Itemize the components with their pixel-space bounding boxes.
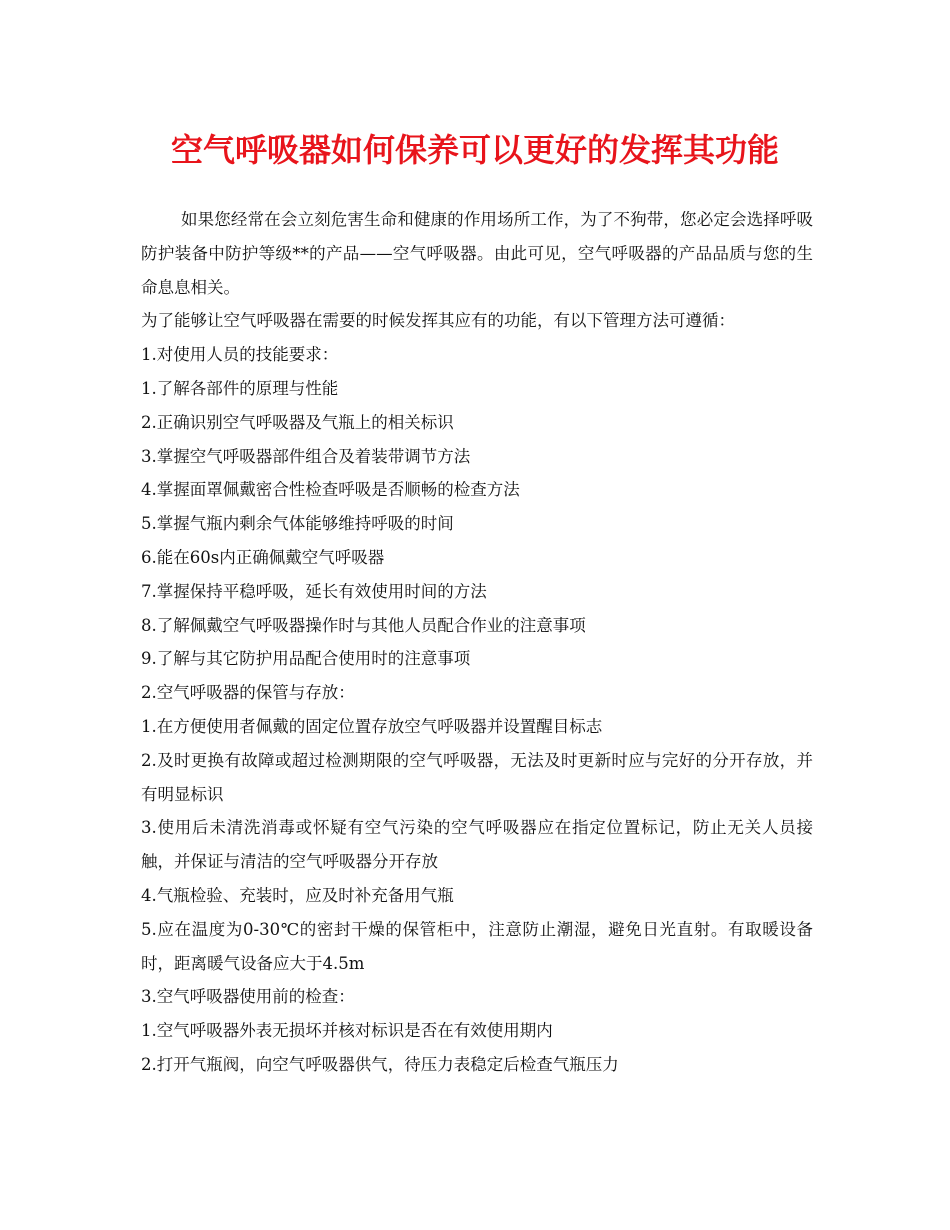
section-1-heading: 1.对使用人员的技能要求：	[141, 345, 339, 365]
list-item: 2.及时更换有故障或超过检测期限的空气呼吸器，无法及时更新时应与完好的分开存放，并有明显标识	[141, 750, 813, 804]
list-item: 3.使用后未清洗消毒或怀疑有空气污染的空气呼吸器应在指定位置标记，防止无关人员接触，并保证与清洁的空气呼吸器分开存放	[141, 818, 813, 872]
list-item: 6.能在60s内正确佩戴空气呼吸器	[141, 547, 385, 567]
list-item: 2.正确识别空气呼吸器及气瓶上的相关标识	[141, 412, 454, 432]
list-item: 9.了解与其它防护用品配合使用时的注意事项	[141, 649, 471, 669]
list-item: 1.在方便使用者佩戴的固定位置存放空气呼吸器并设置醒目标志	[141, 716, 603, 736]
list-item: 5.掌握气瓶内剩余气体能够维持呼吸的时间	[141, 514, 454, 534]
list-item: 5.应在温度为0-30℃的密封干燥的保管柜中，注意防止潮湿，避免日光直射。有取暖设备时，距离暖气设备应大于4.5m	[141, 919, 813, 973]
list-item: 4.气瓶检验、充装时，应及时补充备用气瓶	[141, 885, 454, 905]
list-item: 1.了解各部件的原理与性能	[141, 378, 339, 398]
list-item: 8.了解佩戴空气呼吸器操作时与其他人员配合作业的注意事项	[141, 615, 586, 635]
lead-paragraph: 为了能够让空气呼吸器在需要的时候发挥其应有的功能，有以下管理方法可遵循：	[141, 311, 735, 331]
document-title: 空气呼吸器如何保养可以更好的发挥其功能	[170, 131, 779, 169]
list-item: 3.掌握空气呼吸器部件组合及着装带调节方法	[141, 446, 471, 466]
section-2-heading: 2.空气呼吸器的保管与存放：	[141, 683, 355, 703]
list-item: 4.掌握面罩佩戴密合性检查呼吸是否顺畅的检查方法	[141, 480, 520, 500]
list-item: 1.空气呼吸器外表无损坏并核对标识是否在有效使用期内	[141, 1021, 553, 1041]
section-3-heading: 3.空气呼吸器使用前的检查：	[141, 987, 355, 1007]
intro-paragraph: 如果您经常在会立刻危害生命和健康的作用场所工作，为了不狗带，您必定会选择呼吸防护装备中防护等级**的产品——空气呼吸器。由此可见，空气呼吸器的产品品质与您的生命息息相关。	[141, 210, 813, 297]
list-item: 7.掌握保持平稳呼吸，延长有效使用时间的方法	[141, 581, 487, 601]
document-body	[141, 203, 813, 1082]
list-item: 2.打开气瓶阀，向空气呼吸器供气，待压力表稳定后检查气瓶压力	[141, 1054, 619, 1074]
